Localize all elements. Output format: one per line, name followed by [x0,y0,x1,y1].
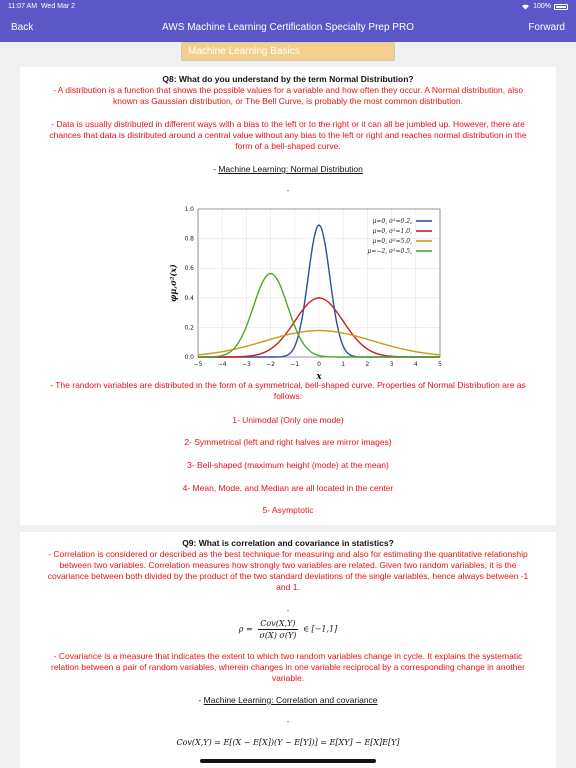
property-item: 1- Unimodal (Only one mode) [232,415,344,425]
battery-icon [554,4,568,10]
normal-distribution-chart [142,203,442,383]
y-axis-label: φμ,σ²(x) [168,264,178,302]
legend-label: μ=−2, σ²=0.5, [367,248,412,255]
legend-label: μ=0, σ²=1.0, [372,228,412,235]
status-bar [0,0,576,14]
answer-line: - Covariance is a measure that indicates the extent to which two random variables change in cycle. It explains the systematic [53,651,523,661]
separator-dash: - [286,716,290,726]
x-tick-label: −5 [193,361,203,368]
x-tick-label: 1 [341,361,346,368]
formula-denominator: σ(X) σ(Y) [259,631,297,640]
battery-percent: 100% [533,3,551,10]
chart-plot-area [168,206,442,382]
question-title: Q8: What do you understand by the term Normal Distribution? [162,74,414,84]
x-tick-label: −4 [217,361,227,368]
x-axis-label: x [316,372,322,382]
nav-title: AWS Machine Learning Certification Specialty Prep PRO [162,22,414,33]
correlation-formula [20,619,556,640]
answer-line: variable. [271,673,305,683]
answer-line: - Correlation is considered or described as the best technique for measuring and also for estimating the quantitative relationship [48,549,528,559]
link-prefix: - [213,164,219,174]
formula-range: ∈ [−1,1] [303,624,338,634]
question-card-q8 [20,67,556,525]
link-text[interactable]: Machine Learning: Correlation and covariance [203,695,378,705]
question-title: Q9: What is correlation and covariance in statistics? [182,538,394,548]
back-button[interactable]: Back [11,22,34,33]
answer-line: known as Gaussian distribution, or The Bell Curve, is probably the most common distribution. [113,96,463,106]
answer-line: follows: [273,391,303,401]
x-tick-label: 5 [438,361,442,368]
x-tick-label: 4 [413,361,418,368]
link-text[interactable]: Machine Learning: Normal Distribution [218,164,363,174]
scroll-content[interactable] [0,61,576,768]
answer-line: - Data is usually distributed in different ways with a bias to the left or to the right or it can all be jumbled up. However, there are [51,119,525,129]
separator-dash: - [286,605,290,615]
question-card-q9 [20,532,556,768]
x-tick-label: 2 [365,361,370,368]
property-item: 2- Symmetrical (left and right halves are mirror images) [184,437,392,447]
covariance-formula: Cov(X,Y) = E[(X − E[X])(Y − E[Y])] = E[XY] − E[X]E[Y] [176,738,400,747]
answer-line: covariance between both divided by the product of the two standard deviations of the single variables, hence always between -1 [47,571,529,581]
reference-link[interactable] [26,164,550,174]
y-tick-label: 0.2 [184,324,194,332]
y-tick-label: 0.8 [184,235,194,243]
status-right [521,3,568,10]
category-tab[interactable]: Machine Learning Basics [181,42,395,61]
status-clock: 11:07 AM [8,3,38,10]
formula-numerator: Cov(X,Y) [260,619,296,628]
x-tick-label: −2 [266,361,276,368]
forward-button[interactable]: Forward [528,22,565,33]
property-item: 4- Mean, Mode, and Median are all located in the center [182,483,394,493]
formula-lhs: ρ = [238,624,253,634]
status-time [8,3,75,10]
x-tick-label: −1 [290,361,300,368]
answer-line: form of a bell-shaped curve. [235,141,341,151]
legend-label: μ=0, σ²=0.2, [372,218,412,225]
legend-label: μ=0, σ²=5.0, [372,238,412,245]
y-tick-label: 0.0 [184,354,194,361]
answer-line: and 1. [276,582,300,592]
answer-line: relation between a pair of random variables, wherein changes in one variable reciprocal by a corresponding change in another [51,662,525,672]
answer-line: between two variables. Correlation measures how strongly two variables are related. Given two random variables, it is the [59,560,517,570]
y-tick-label: 0.6 [184,265,194,273]
reference-link[interactable] [26,695,550,705]
link-prefix: - [198,695,204,705]
property-item: 5- Asymptotic [262,505,314,515]
navigation-bar [0,14,576,42]
property-item: 3- Bell-shaped (maximum height (mode) at the mean) [187,460,389,470]
formula-fraction [258,619,297,640]
x-tick-label: 0 [317,361,321,368]
home-indicator [200,759,376,763]
separator-dash: - [286,185,290,195]
status-date: Wed Mar 2 [40,3,76,10]
wifi-icon [521,3,530,10]
x-tick-label: −3 [241,361,251,368]
y-tick-label: 1.0 [184,206,194,213]
answer-line: chances that data is distributed around a central value without any bias to the left or right and reaches normal distribution in the [49,130,527,140]
x-tick-label: 3 [389,361,394,368]
answer-line: - A distribution is a function that shows the possible values for a variable and how often they occur. A Normal distribution, also [52,85,524,95]
y-tick-label: 0.4 [184,294,194,302]
answer-line: - The random variables are distributed in the form of a symmetrical, bell-shaped curve. Properties of Normal Distribution are as [50,380,526,390]
